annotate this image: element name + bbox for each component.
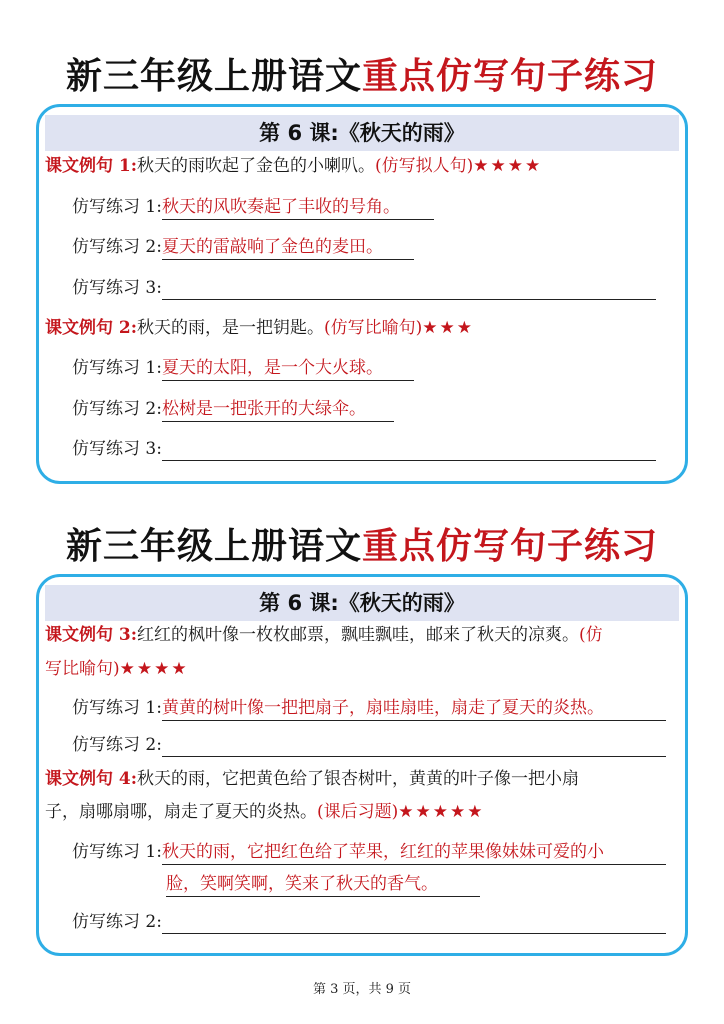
practice-answer: 秋天的风吹奏起了丰收的号角。 [162,195,434,220]
practice-answer: 松树是一把张开的大绿伞。 [162,397,394,422]
example-note: (仿 [579,625,603,645]
example-text: 秋天的雨吹起了金色的小喇叭。 [137,156,376,176]
practice-label: 仿写练习 2: [72,399,162,419]
lesson-title: 第 6 课:《秋天的雨》 [45,585,679,621]
practice-line [72,910,666,934]
practice-answer: 秋天的雨，它把红色给了苹果，红红的苹果像妹妹可爱的小 [162,840,666,865]
example-label: 课文例句 4: [45,769,138,789]
difficulty-stars: ★★★★★ [398,802,485,822]
example-note: 写比喻句) [45,659,120,679]
example-label: 课文例句 2: [45,318,138,338]
example-label: 课文例句 1: [45,156,138,176]
example-sentence-2 [45,316,474,340]
practice-label: 仿写练习 2: [72,735,162,755]
heading-black-part: 新三年级上册语文 [65,56,362,97]
practice-label: 仿写练习 1: [72,358,162,378]
practice-line [72,356,414,381]
practice-line [72,195,434,220]
example-note: (仿写拟人句) [375,156,474,176]
example-text: 秋天的雨，它把黄色给了银杏树叶，黄黄的叶子像一把小扇 [137,769,580,789]
example-sentence-4-cont [45,800,484,824]
answer-blank[interactable] [162,915,666,934]
example-sentence-3-cont [45,657,189,681]
example-text: 子，扇哪扇哪，扇走了夏天的炎热。 [45,802,317,822]
practice-line [72,437,656,461]
example-sentence-4 [45,767,579,791]
practice-label: 仿写练习 1: [72,842,162,862]
answer-blank[interactable] [162,738,666,757]
example-text: 秋天的雨，是一把钥匙。 [137,318,325,338]
practice-label: 仿写练习 2: [72,237,162,257]
answer-blank[interactable] [162,281,656,300]
page-heading-1 [0,48,724,99]
practice-label: 仿写练习 1: [72,197,162,217]
practice-answer: 脸，笑啊笑啊，笑来了秋天的香气。 [166,872,480,897]
practice-line [72,397,394,422]
heading-black-part: 新三年级上册语文 [65,526,362,567]
practice-label: 仿写练习 3: [72,278,162,298]
lesson-title: 第 6 课:《秋天的雨》 [45,115,679,151]
practice-label: 仿写练习 1: [72,698,162,718]
example-note: (课后习题) [317,802,399,822]
heading-red-part: 重点仿写句子练习 [362,526,659,567]
practice-line-cont [166,872,480,897]
practice-label: 仿写练习 3: [72,439,162,459]
page-number: 第 3 页，共 9 页 [312,982,412,997]
practice-line [72,840,666,865]
difficulty-stars: ★★★ [422,318,475,338]
page-heading-2 [0,518,724,569]
difficulty-stars: ★★★★ [473,156,543,176]
example-sentence-3 [45,623,603,647]
practice-label: 仿写练习 2: [72,912,162,932]
example-note: (仿写比喻句) [324,318,423,338]
answer-blank[interactable] [162,442,656,461]
practice-answer: 黄黄的树叶像一把把扇子，扇哇扇哇，扇走了夏天的炎热。 [162,696,666,721]
heading-red-part: 重点仿写句子练习 [362,56,659,97]
example-text: 红红的枫叶像一枚枚邮票，飘哇飘哇，邮来了秋天的凉爽。 [137,625,580,645]
practice-line [72,235,414,260]
difficulty-stars: ★★★★ [119,659,189,679]
practice-line [72,733,666,757]
example-label: 课文例句 3: [45,625,138,645]
practice-answer: 夏天的太阳，是一个大火球。 [162,356,414,381]
practice-line [72,276,656,300]
practice-answer: 夏天的雷敲响了金色的麦田。 [162,235,414,260]
practice-line [72,696,666,721]
example-sentence-1 [45,154,542,178]
